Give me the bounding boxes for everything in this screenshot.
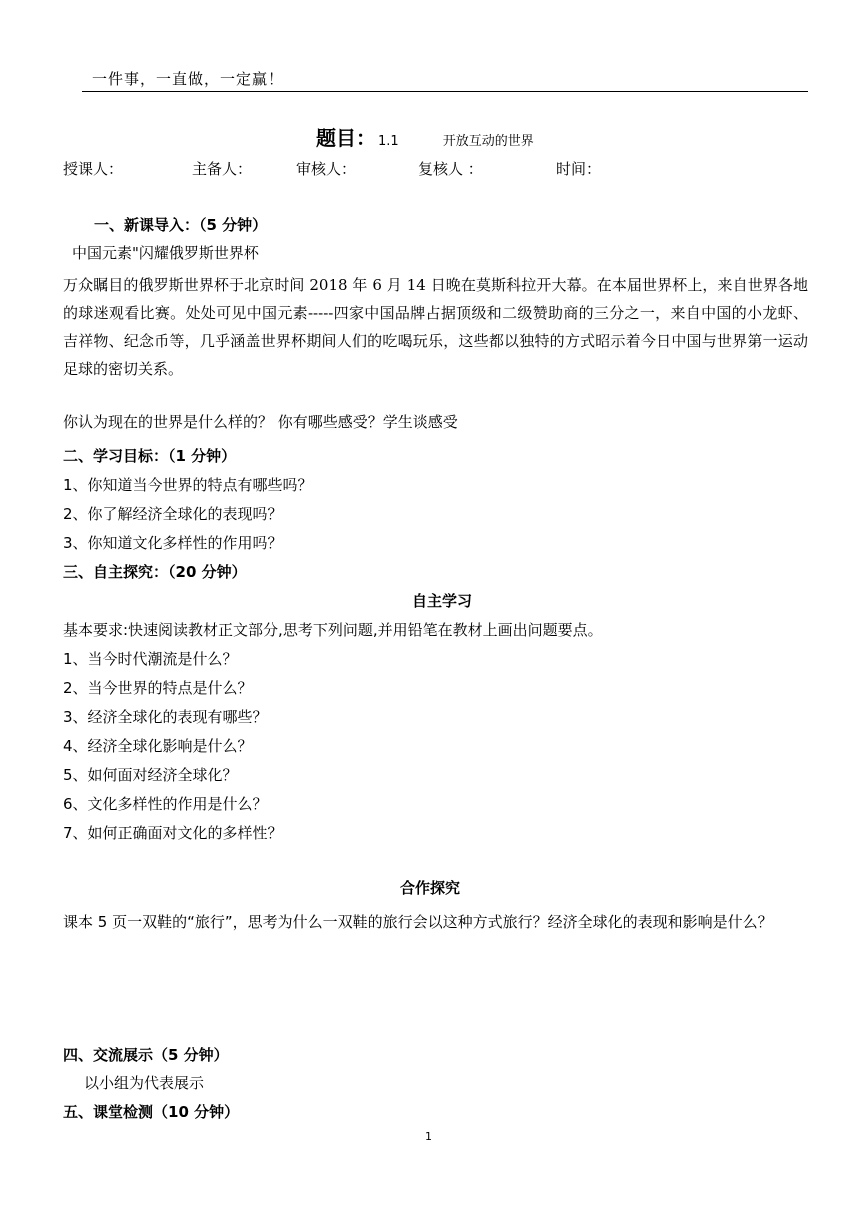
section1-paragraph: 万众瞩目的俄罗斯世界杯于北京时间 2018 年 6 月 14 日晚在莫斯科拉开大幕。在本届世界杯上，来自世界各地的球迷观看比赛。处处可见中国元素-----四家中国品牌占据顶级和二级赞助商的三分之一，来自中国的小龙虾、吉祥物、纪念币等，几乎涵盖世界杯期间人们的吃喝玩乐，这些都以独特的方式昭示着今日中国与世界第一运动足球的密切关系。 [63, 276, 808, 378]
self-study-title: 自主学习 [412, 592, 473, 610]
study-question: 4、经济全球化影响是什么？ [63, 737, 253, 755]
goal-item: 1、你知道当今世界的特点有哪些吗？ [63, 476, 313, 494]
coop-text: 课本 5 页一双鞋的“旅行”，思考为什么一双鞋的旅行会以这种方式旅行？经济全球化的表现和影响是什么？ [63, 913, 773, 931]
section5-heading: 五、课堂检测（10 分钟） [63, 1103, 240, 1121]
section2-heading: 二、学习目标：（1 分钟） [63, 447, 237, 465]
study-question: 7、如何正确面对文化的多样性？ [63, 824, 283, 842]
staff-preparer: 主备人： [192, 160, 253, 178]
section1-heading: 一、新课导入：（5 分钟） [94, 216, 268, 234]
page-number: 1 [425, 1130, 432, 1143]
staff-rechecker: 复核人 ： [418, 160, 483, 178]
staff-time: 时间： [556, 160, 602, 178]
section4-text: 以小组为代表展示 [84, 1074, 205, 1092]
staff-reviewer: 审核人： [296, 160, 357, 178]
section1-question: 你认为现在的世界是什么样的？ 你有哪些感受？学生谈感受 [63, 413, 458, 431]
lesson-title [316, 122, 534, 151]
goal-item: 2、你了解经济全球化的表现吗？ [63, 505, 283, 523]
title-number: 1.1 [378, 134, 399, 149]
header-motto: 一件事，一直做，一定赢！ [92, 70, 285, 88]
section1-subtitle: 中国元素"闪耀俄罗斯世界杯 [72, 244, 259, 262]
title-label: 题目： [316, 126, 376, 150]
study-question: 2、当今世界的特点是什么？ [63, 679, 253, 697]
study-question: 6、文化多样性的作用是什么？ [63, 795, 268, 813]
header-divider [82, 91, 808, 92]
section4-heading: 四、交流展示（5 分钟） [63, 1046, 229, 1064]
study-question: 1、当今时代潮流是什么？ [63, 650, 238, 668]
goal-item: 3、你知道文化多样性的作用吗？ [63, 534, 283, 552]
study-question: 3、经济全球化的表现有哪些？ [63, 708, 268, 726]
study-question: 5、如何面对经济全球化？ [63, 766, 238, 784]
staff-teacher: 授课人： [63, 160, 124, 178]
coop-title: 合作探究 [400, 879, 461, 897]
title-topic: 开放互动的世界 [442, 134, 534, 149]
self-study-requirement: 基本要求:快速阅读教材正文部分,思考下列问题,并用铅笔在教材上画出问题要点。 [63, 621, 603, 639]
section3-heading: 三、自主探究：（20 分钟） [63, 563, 247, 581]
